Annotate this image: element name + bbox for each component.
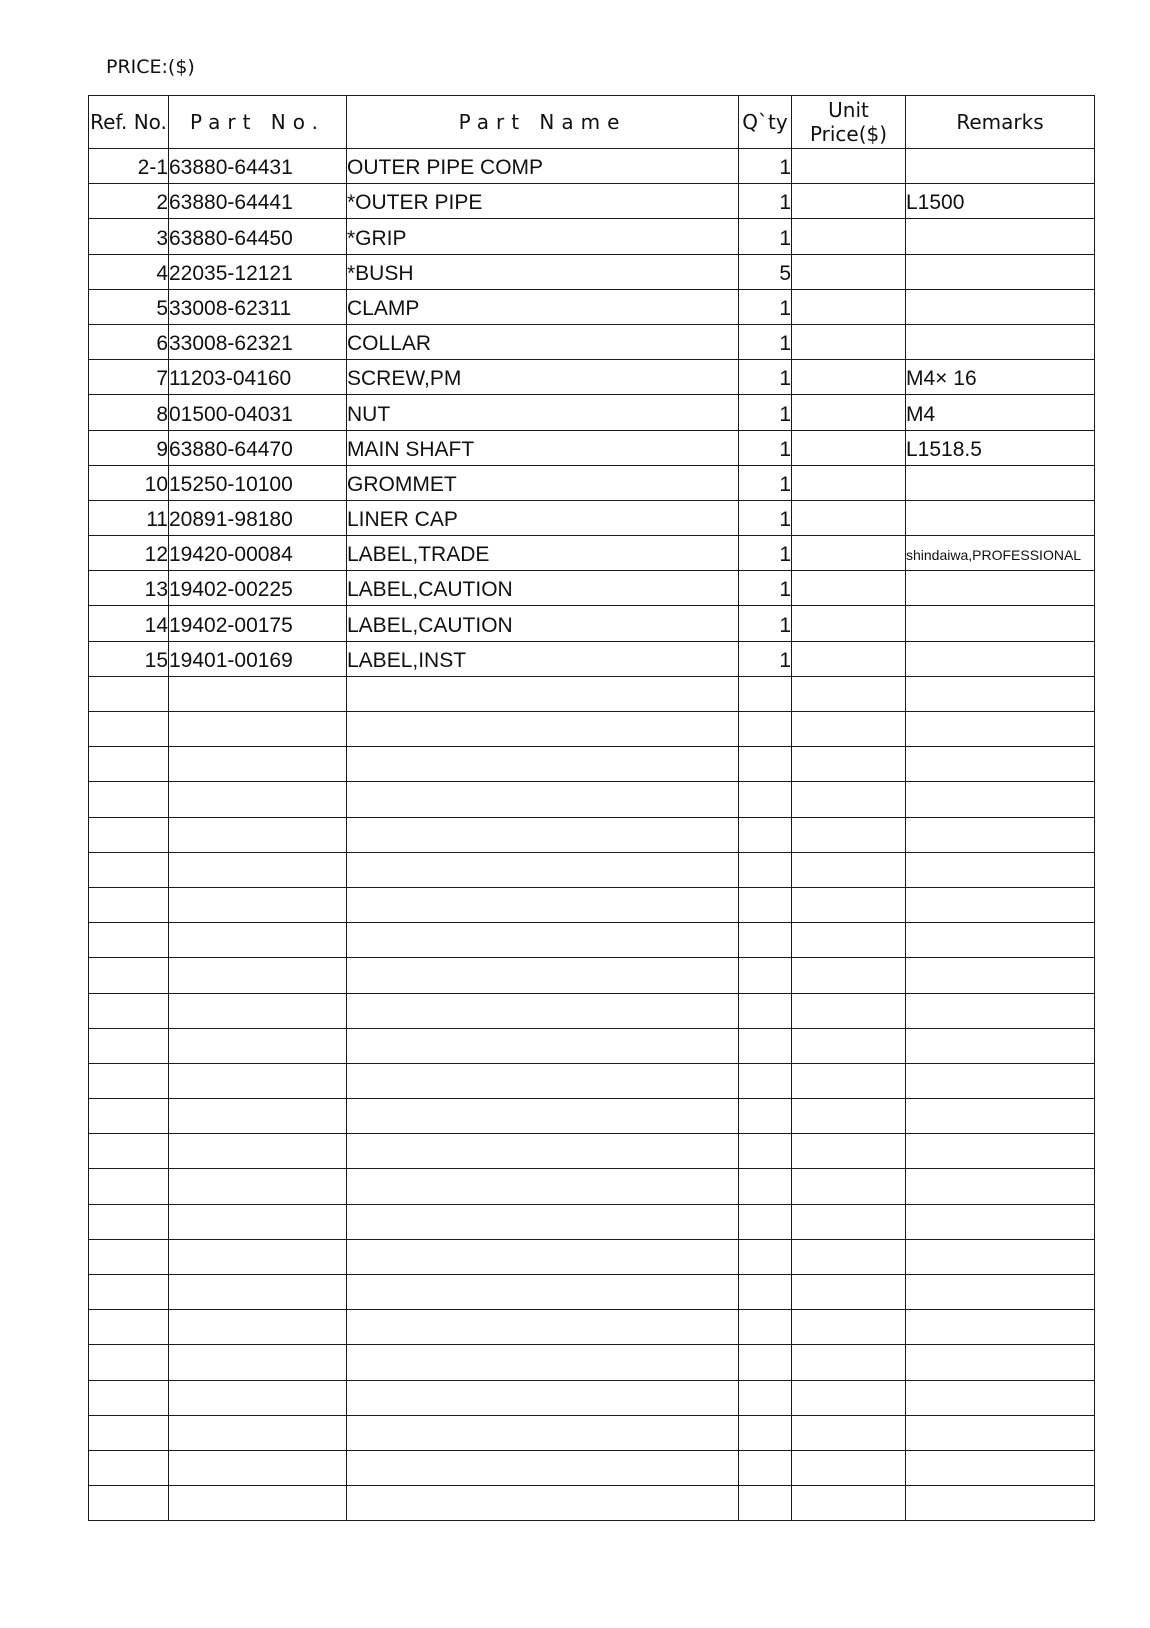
remarks-cell — [906, 676, 1095, 711]
ref-no-cell: 10 — [89, 465, 169, 500]
ref-no-cell: 6 — [89, 324, 169, 359]
table-row — [89, 1063, 1095, 1098]
header-part-name: Part Name — [347, 96, 739, 149]
table-row — [89, 993, 1095, 1028]
ref-no-cell — [89, 1415, 169, 1450]
qty-cell: 5 — [739, 254, 792, 289]
part-name-cell: NUT — [347, 395, 739, 430]
remarks-cell: shindaiwa,PROFESSIONAL — [906, 536, 1095, 571]
ref-no-cell: 9 — [89, 430, 169, 465]
part-name-cell: LABEL,CAUTION — [347, 606, 739, 641]
header-qty: Q`ty — [739, 96, 792, 149]
ref-no-cell — [89, 923, 169, 958]
ref-no-cell — [89, 1450, 169, 1485]
part-name-cell — [347, 1169, 739, 1204]
unit-price-cell — [792, 1415, 906, 1450]
parts-table-body — [89, 149, 1095, 1521]
ref-no-cell — [89, 1099, 169, 1134]
part-name-cell: LABEL,TRADE — [347, 536, 739, 571]
part-name-cell — [347, 1063, 739, 1098]
table-row — [89, 1204, 1095, 1239]
table-row — [89, 1450, 1095, 1485]
unit-price-cell — [792, 993, 906, 1028]
unit-price-cell — [792, 1486, 906, 1521]
table-row — [89, 1486, 1095, 1521]
table-row — [89, 571, 1095, 606]
remarks-cell — [906, 1486, 1095, 1521]
remarks-cell — [906, 1275, 1095, 1310]
qty-cell: 1 — [739, 430, 792, 465]
part-name-cell: OUTER PIPE COMP — [347, 149, 739, 184]
table-row — [89, 676, 1095, 711]
header-unit-price-line1: Unit — [828, 98, 869, 122]
part-name-cell: *GRIP — [347, 219, 739, 254]
table-row — [89, 641, 1095, 676]
remarks-cell — [906, 1063, 1095, 1098]
part-no-cell — [169, 1134, 347, 1169]
part-name-cell — [347, 1450, 739, 1485]
unit-price-cell — [792, 958, 906, 993]
qty-cell: 1 — [739, 324, 792, 359]
part-no-cell: 11203-04160 — [169, 360, 347, 395]
ref-no-cell — [89, 1134, 169, 1169]
ref-no-cell: 15 — [89, 641, 169, 676]
qty-cell — [739, 993, 792, 1028]
part-name-cell — [347, 1345, 739, 1380]
part-no-cell: 63880-64470 — [169, 430, 347, 465]
part-no-cell — [169, 782, 347, 817]
qty-cell — [739, 1063, 792, 1098]
remarks-cell — [906, 1450, 1095, 1485]
part-name-cell — [347, 1134, 739, 1169]
remarks-cell — [906, 958, 1095, 993]
qty-cell — [739, 1380, 792, 1415]
part-name-cell — [347, 747, 739, 782]
part-no-cell: 33008-62311 — [169, 289, 347, 324]
ref-no-cell — [89, 1345, 169, 1380]
remarks-cell — [906, 1380, 1095, 1415]
qty-cell — [739, 1275, 792, 1310]
part-no-cell: 19402-00175 — [169, 606, 347, 641]
part-name-cell — [347, 676, 739, 711]
part-name-cell — [347, 712, 739, 747]
part-name-cell — [347, 852, 739, 887]
remarks-cell — [906, 324, 1095, 359]
part-name-cell: GROMMET — [347, 465, 739, 500]
part-no-cell — [169, 993, 347, 1028]
unit-price-cell — [792, 817, 906, 852]
part-name-cell: LABEL,INST — [347, 641, 739, 676]
part-name-cell: LABEL,CAUTION — [347, 571, 739, 606]
table-row — [89, 465, 1095, 500]
unit-price-cell — [792, 571, 906, 606]
ref-no-cell: 2 — [89, 184, 169, 219]
ref-no-cell: 11 — [89, 500, 169, 535]
part-no-cell: 19402-00225 — [169, 571, 347, 606]
qty-cell — [739, 1310, 792, 1345]
remarks-cell — [906, 641, 1095, 676]
ref-no-cell — [89, 958, 169, 993]
table-row — [89, 500, 1095, 535]
ref-no-cell — [89, 1204, 169, 1239]
ref-no-cell — [89, 1239, 169, 1274]
remarks-cell — [906, 1345, 1095, 1380]
table-row — [89, 184, 1095, 219]
ref-no-cell: 14 — [89, 606, 169, 641]
remarks-cell: M4× 16 — [906, 360, 1095, 395]
unit-price-cell — [792, 1134, 906, 1169]
qty-cell — [739, 747, 792, 782]
part-name-cell — [347, 1204, 739, 1239]
unit-price-cell — [792, 149, 906, 184]
qty-cell — [739, 1204, 792, 1239]
table-row — [89, 1099, 1095, 1134]
part-no-cell — [169, 1275, 347, 1310]
part-no-cell — [169, 1345, 347, 1380]
unit-price-cell — [792, 676, 906, 711]
qty-cell: 1 — [739, 360, 792, 395]
ref-no-cell — [89, 887, 169, 922]
ref-no-cell: 2-1 — [89, 149, 169, 184]
table-row — [89, 1169, 1095, 1204]
remarks-cell — [906, 219, 1095, 254]
qty-cell: 1 — [739, 641, 792, 676]
qty-cell — [739, 1134, 792, 1169]
remarks-cell — [906, 747, 1095, 782]
qty-cell: 1 — [739, 465, 792, 500]
table-row — [89, 923, 1095, 958]
ref-no-cell — [89, 993, 169, 1028]
unit-price-cell — [792, 184, 906, 219]
part-name-cell: *BUSH — [347, 254, 739, 289]
part-name-cell: MAIN SHAFT — [347, 430, 739, 465]
part-no-cell: 19401-00169 — [169, 641, 347, 676]
unit-price-cell — [792, 289, 906, 324]
table-row — [89, 1275, 1095, 1310]
header-row — [89, 96, 1095, 149]
remarks-cell — [906, 254, 1095, 289]
qty-cell: 1 — [739, 184, 792, 219]
ref-no-cell: 13 — [89, 571, 169, 606]
table-row — [89, 1134, 1095, 1169]
qty-cell — [739, 676, 792, 711]
ref-no-cell — [89, 852, 169, 887]
unit-price-cell — [792, 500, 906, 535]
remarks-cell — [906, 149, 1095, 184]
remarks-cell — [906, 1239, 1095, 1274]
header-unit-price — [792, 96, 906, 149]
part-no-cell — [169, 817, 347, 852]
unit-price-cell — [792, 1275, 906, 1310]
ref-no-cell — [89, 782, 169, 817]
part-no-cell — [169, 958, 347, 993]
qty-cell — [739, 817, 792, 852]
part-no-cell: 15250-10100 — [169, 465, 347, 500]
unit-price-cell — [792, 536, 906, 571]
part-no-cell: 33008-62321 — [169, 324, 347, 359]
table-row — [89, 1239, 1095, 1274]
unit-price-cell — [792, 1345, 906, 1380]
remarks-cell — [906, 712, 1095, 747]
qty-cell: 1 — [739, 289, 792, 324]
unit-price-cell — [792, 852, 906, 887]
part-no-cell — [169, 1310, 347, 1345]
part-no-cell — [169, 712, 347, 747]
remarks-cell: L1518.5 — [906, 430, 1095, 465]
part-no-cell — [169, 1063, 347, 1098]
qty-cell — [739, 1028, 792, 1063]
qty-cell — [739, 852, 792, 887]
unit-price-cell — [792, 712, 906, 747]
table-row — [89, 712, 1095, 747]
part-no-cell — [169, 923, 347, 958]
remarks-cell — [906, 289, 1095, 324]
unit-price-cell — [792, 254, 906, 289]
part-name-cell: *OUTER PIPE — [347, 184, 739, 219]
unit-price-cell — [792, 395, 906, 430]
part-no-cell — [169, 1099, 347, 1134]
unit-price-cell — [792, 747, 906, 782]
qty-cell: 1 — [739, 571, 792, 606]
part-name-cell — [347, 1239, 739, 1274]
ref-no-cell — [89, 1169, 169, 1204]
table-row — [89, 606, 1095, 641]
part-no-cell: 01500-04031 — [169, 395, 347, 430]
remarks-cell — [906, 887, 1095, 922]
ref-no-cell — [89, 676, 169, 711]
part-no-cell — [169, 1415, 347, 1450]
remarks-cell: L1500 — [906, 184, 1095, 219]
part-name-cell — [347, 1415, 739, 1450]
part-name-cell — [347, 1486, 739, 1521]
part-no-cell — [169, 1028, 347, 1063]
ref-no-cell — [89, 1310, 169, 1345]
table-row — [89, 219, 1095, 254]
part-name-cell: CLAMP — [347, 289, 739, 324]
part-no-cell — [169, 1450, 347, 1485]
remarks-cell — [906, 1415, 1095, 1450]
unit-price-cell — [792, 430, 906, 465]
ref-no-cell: 4 — [89, 254, 169, 289]
table-row — [89, 395, 1095, 430]
qty-cell — [739, 887, 792, 922]
unit-price-cell — [792, 782, 906, 817]
qty-cell — [739, 1099, 792, 1134]
table-row — [89, 887, 1095, 922]
part-name-cell: LINER CAP — [347, 500, 739, 535]
ref-no-cell — [89, 1028, 169, 1063]
unit-price-cell — [792, 887, 906, 922]
part-no-cell: 22035-12121 — [169, 254, 347, 289]
unit-price-cell — [792, 641, 906, 676]
table-row — [89, 289, 1095, 324]
remarks-cell — [906, 852, 1095, 887]
qty-cell — [739, 1415, 792, 1450]
qty-cell: 1 — [739, 149, 792, 184]
part-no-cell: 19420-00084 — [169, 536, 347, 571]
part-name-cell — [347, 923, 739, 958]
remarks-cell — [906, 500, 1095, 535]
header-unit-price-line2: Price($) — [809, 122, 888, 146]
ref-no-cell: 7 — [89, 360, 169, 395]
qty-cell: 1 — [739, 606, 792, 641]
part-no-cell — [169, 1239, 347, 1274]
unit-price-cell — [792, 1204, 906, 1239]
unit-price-cell — [792, 1239, 906, 1274]
part-name-cell: SCREW,PM — [347, 360, 739, 395]
qty-cell — [739, 1169, 792, 1204]
unit-price-cell — [792, 1028, 906, 1063]
part-name-cell — [347, 1099, 739, 1134]
table-row — [89, 324, 1095, 359]
remarks-cell — [906, 1204, 1095, 1239]
unit-price-cell — [792, 360, 906, 395]
table-row — [89, 254, 1095, 289]
part-name-cell — [347, 782, 739, 817]
qty-cell: 1 — [739, 395, 792, 430]
unit-price-cell — [792, 1380, 906, 1415]
table-row — [89, 360, 1095, 395]
ref-no-cell — [89, 1063, 169, 1098]
table-row — [89, 149, 1095, 184]
part-no-cell — [169, 852, 347, 887]
ref-no-cell — [89, 1275, 169, 1310]
remarks-cell — [906, 606, 1095, 641]
ref-no-cell — [89, 1380, 169, 1415]
qty-cell: 1 — [739, 500, 792, 535]
remarks-cell — [906, 1310, 1095, 1345]
part-name-cell — [347, 1028, 739, 1063]
table-row — [89, 1028, 1095, 1063]
unit-price-cell — [792, 1099, 906, 1134]
header-ref-no: Ref. No. — [89, 96, 169, 149]
qty-cell — [739, 1450, 792, 1485]
ref-no-cell: 12 — [89, 536, 169, 571]
part-name-cell — [347, 993, 739, 1028]
ref-no-cell — [89, 817, 169, 852]
qty-cell — [739, 958, 792, 993]
part-no-cell — [169, 887, 347, 922]
header-remarks: Remarks — [906, 96, 1095, 149]
header-part-no: Part No. — [169, 96, 347, 149]
qty-cell — [739, 1239, 792, 1274]
part-no-cell — [169, 1204, 347, 1239]
remarks-cell — [906, 1099, 1095, 1134]
ref-no-cell: 3 — [89, 219, 169, 254]
remarks-cell — [906, 1134, 1095, 1169]
part-no-cell — [169, 1380, 347, 1415]
part-no-cell — [169, 1486, 347, 1521]
part-name-cell — [347, 817, 739, 852]
part-no-cell — [169, 747, 347, 782]
unit-price-cell — [792, 219, 906, 254]
table-row — [89, 958, 1095, 993]
unit-price-cell — [792, 923, 906, 958]
ref-no-cell: 5 — [89, 289, 169, 324]
remarks-cell — [906, 1169, 1095, 1204]
remarks-cell — [906, 782, 1095, 817]
table-row — [89, 817, 1095, 852]
table-row — [89, 536, 1095, 571]
ref-no-cell — [89, 747, 169, 782]
part-name-cell — [347, 1380, 739, 1415]
unit-price-cell — [792, 465, 906, 500]
part-name-cell — [347, 958, 739, 993]
qty-cell — [739, 782, 792, 817]
unit-price-cell — [792, 1169, 906, 1204]
unit-price-cell — [792, 1450, 906, 1485]
remarks-cell — [906, 993, 1095, 1028]
table-row — [89, 747, 1095, 782]
remarks-cell — [906, 465, 1095, 500]
remarks-cell — [906, 1028, 1095, 1063]
parts-table — [88, 95, 1095, 1521]
qty-cell — [739, 1345, 792, 1380]
price-label: PRICE:($) — [106, 56, 195, 78]
part-no-cell: 63880-64431 — [169, 149, 347, 184]
unit-price-cell — [792, 606, 906, 641]
qty-cell — [739, 923, 792, 958]
table-row — [89, 1415, 1095, 1450]
part-name-cell — [347, 1275, 739, 1310]
table-row — [89, 1345, 1095, 1380]
ref-no-cell — [89, 1486, 169, 1521]
table-row — [89, 852, 1095, 887]
unit-price-cell — [792, 1063, 906, 1098]
ref-no-cell — [89, 712, 169, 747]
table-row — [89, 1380, 1095, 1415]
remarks-cell: M4 — [906, 395, 1095, 430]
remarks-cell — [906, 817, 1095, 852]
part-name-cell — [347, 1310, 739, 1345]
unit-price-cell — [792, 1310, 906, 1345]
part-no-cell: 20891-98180 — [169, 500, 347, 535]
remarks-cell — [906, 923, 1095, 958]
part-name-cell: COLLAR — [347, 324, 739, 359]
remarks-cell — [906, 571, 1095, 606]
part-name-cell — [347, 887, 739, 922]
qty-cell: 1 — [739, 536, 792, 571]
table-row — [89, 430, 1095, 465]
ref-no-cell: 8 — [89, 395, 169, 430]
qty-cell — [739, 1486, 792, 1521]
qty-cell: 1 — [739, 219, 792, 254]
unit-price-cell — [792, 324, 906, 359]
part-no-cell — [169, 1169, 347, 1204]
part-no-cell — [169, 676, 347, 711]
part-no-cell: 63880-64450 — [169, 219, 347, 254]
part-no-cell: 63880-64441 — [169, 184, 347, 219]
table-row — [89, 1310, 1095, 1345]
table-row — [89, 782, 1095, 817]
qty-cell — [739, 712, 792, 747]
